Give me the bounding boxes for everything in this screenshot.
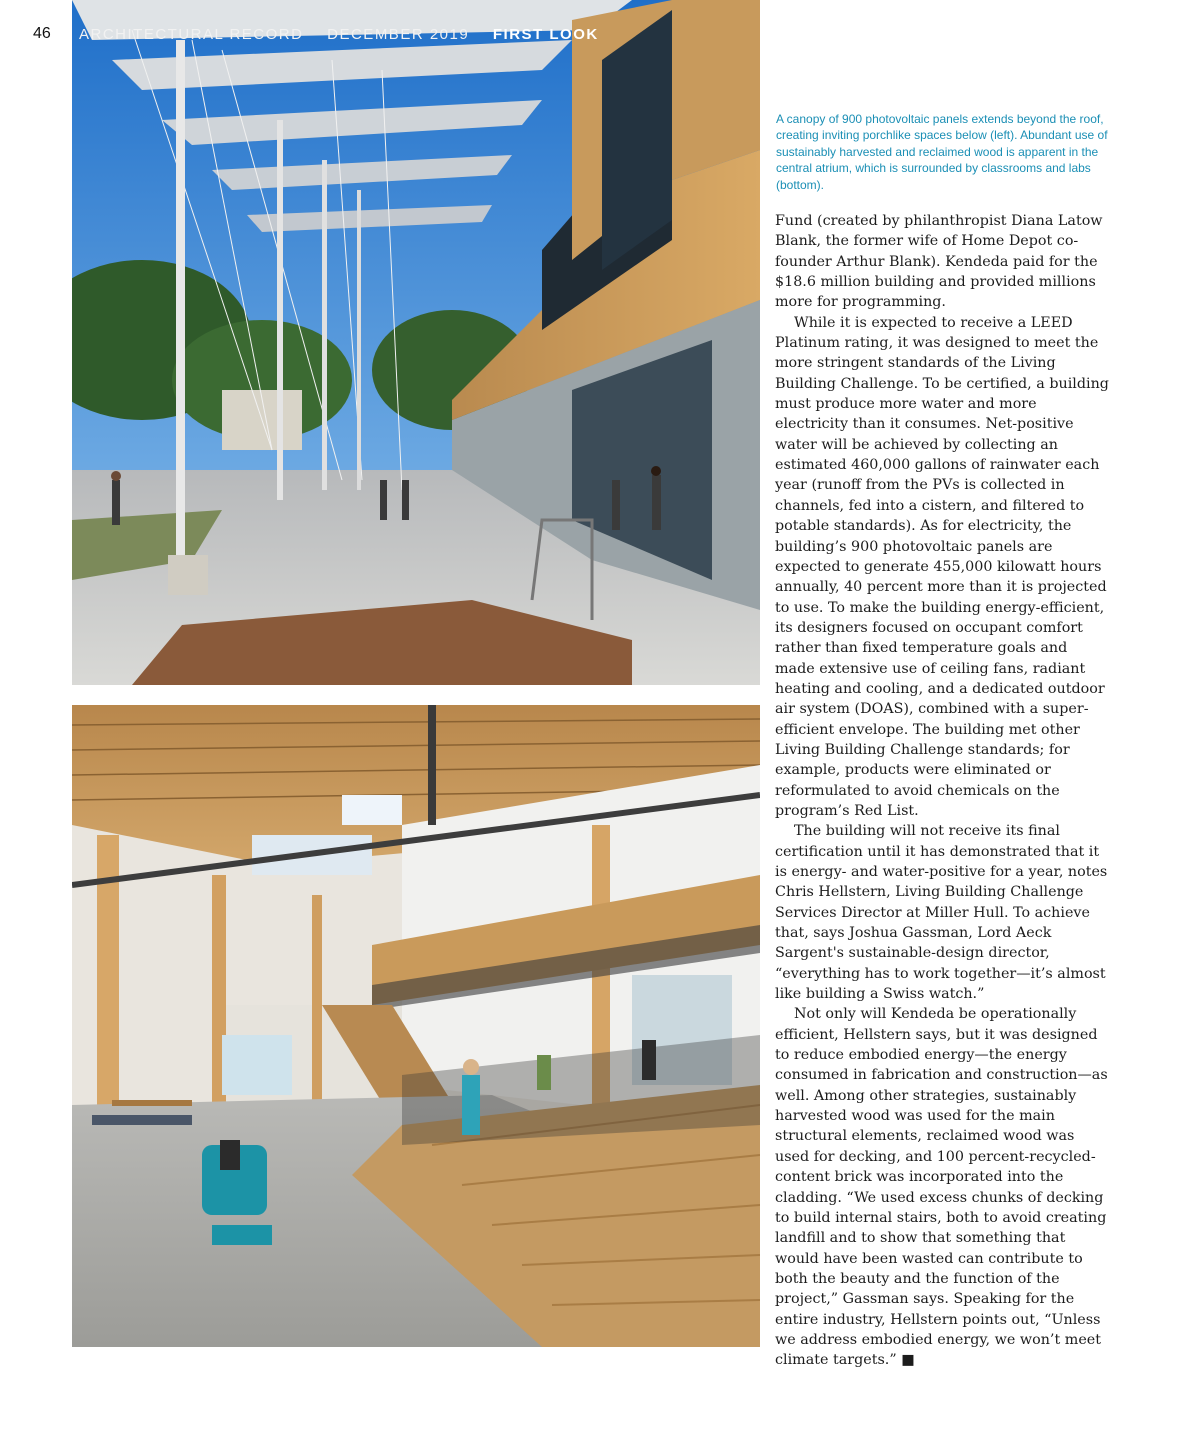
article-paragraph: The building will not receive its final certification until it has demonstrated that it is energy- and water-positive for a year, notes Chris Hellstern, Living Building Challenge Services Director at Miller Hull. To achieve that, says Joshua Gassman, Lord Aeck Sargent's sustainable-design director, “everything has to work together—it’s almost like building a Swiss watch.” (775, 823, 1108, 1003)
exterior-canopy-photo (72, 0, 760, 685)
article-paragraph: Not only will Kendeda be operationally efficient, Hellstern says, but it was designed to reduce embodied energy—the energy consumed in fabrication and construction—as well. Among other strategies, sustainably harvested wood was used for the main structural elements, reclaimed wood was used for decking, and 100 percent-recycled-content brick was incorporated into the cladding. “We used excess chunks of decking to build internal stairs, both to avoid creating landfill and to show that something that would have been wasted can contribute to both the beauty and the function of the project,” Gassman says. Speaking for the entire industry, Hellstern points out, “Unless we address embodied energy, we won’t meet climate targets.” ■ (775, 1006, 1108, 1369)
article-body (775, 211, 1111, 1371)
publication-name: ARCHITECTURAL RECORD (79, 26, 304, 43)
issue-date: DECEMBER 2019 (327, 26, 470, 43)
section-name: FIRST LOOK (492, 26, 599, 43)
photo-caption: A canopy of 900 photovoltaic panels extends beyond the roof, creating inviting porchlike spaces below (left). Abundant use of sustainably harvested and reclaimed wood is apparent in the central atrium, which is surrounded by classrooms and labs (bottom). (776, 112, 1108, 192)
article-paragraph: While it is expected to receive a LEED Platinum rating, it was designed to meet the more stringent standards of the Living Building Challenge. To be certified, a building must produce more water and more electricity than it consumes. Net-positive water will be achieved by collecting an estimated 460,000 gallons of rainwater each year (runoff from the PVs is collected in channels, fed into a cistern, and filtered to potable standards). As for electricity, the building’s 900 photovoltaic panels are expected to generate 455,000 kilowatt hours annually, 40 percent more than it is projected to use. To make the building energy-efficient, its designers focused on occupant comfort rather than fixed temperature goals and made extensive use of ceiling fans, radiant heating and cooling, and a dedicated outdoor air system (DOAS), combined with a super-efficient envelope. The building met other Living Building Challenge standards; for example, products were eliminated or reformulated to avoid chemicals on the program’s Red List. (775, 314, 1109, 819)
central-atrium-photo (72, 705, 760, 1347)
page-number: 46 (33, 25, 51, 42)
article-paragraph: Fund (created by philanthropist Diana Latow Blank, the former wife of Home Depot co-founder Arthur Blank). Kendeda paid for the $18.6 million building and provided millions more for programming. (775, 213, 1103, 311)
running-header (79, 26, 617, 43)
